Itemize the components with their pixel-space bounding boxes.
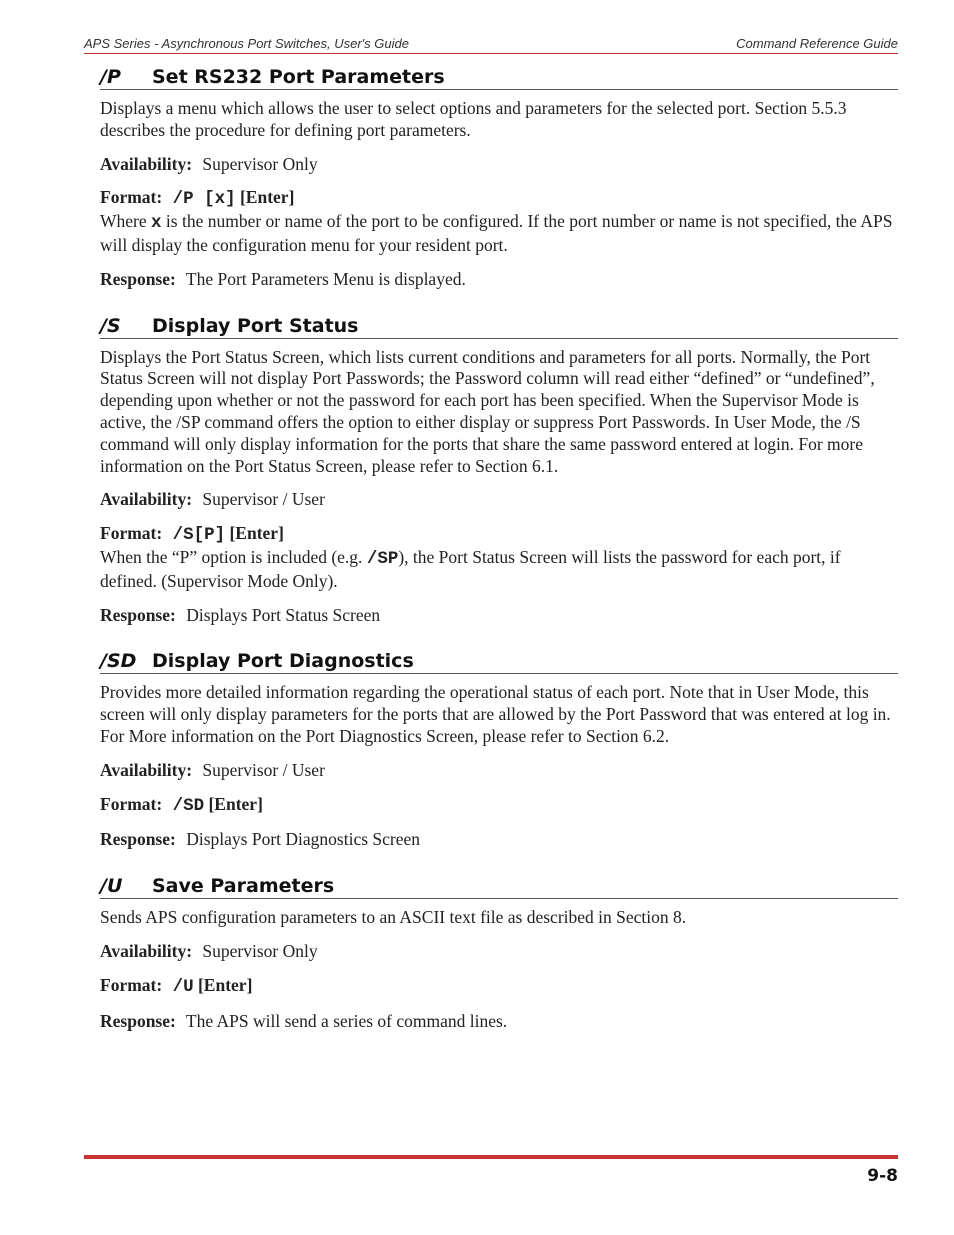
- section-title: Set RS232 Port Parameters: [152, 66, 445, 88]
- format-note-code: x: [151, 213, 162, 234]
- header-section-title: Command Reference Guide: [736, 36, 898, 51]
- response-line: [100, 269, 898, 291]
- response-value: The Port Parameters Menu is displayed.: [185, 268, 466, 289]
- section-heading: [100, 650, 898, 674]
- format-label: Format:: [100, 187, 163, 208]
- format-enter: [Enter]: [229, 523, 284, 544]
- format-note-text: ), the Port Status Screen will lists the password for each port, if defined. (Supervisor Mode Only).: [100, 546, 841, 591]
- availability-line: [100, 154, 898, 176]
- section-heading: [100, 66, 898, 90]
- format-code: /P [x]: [172, 189, 236, 210]
- section-description: Displays the Port Status Screen, which lists current conditions and parameters for all ports. Normally, the Port Status Screen will not display Port Passwords; the Password column will read either “defined” or “undefined”, depending upon whether or not the password for each port has been specified. When the Supervisor Mode is active, the /SP command offers the option to either display or suppress Port Passwords. In User Mode, the /S command will only display information for the ports that share the same password entered at login. For more information on the Port Status Screen, please refer to Section 6.1.: [100, 346, 875, 476]
- response-value: The APS will send a series of command lines.: [185, 1010, 508, 1031]
- footer-rule: [84, 1155, 898, 1159]
- section-description: Sends APS configuration parameters to an ASCII text file as described in Section 8.: [100, 907, 687, 928]
- format-code: /SD: [172, 795, 205, 816]
- response-value: Displays Port Status Screen: [186, 604, 381, 625]
- availability-line: [100, 760, 898, 782]
- format-note-text: When the “P” option is included (e.g.: [100, 546, 367, 567]
- format-code: /S[P]: [172, 525, 226, 546]
- section-u: [100, 875, 898, 1032]
- format-note: [100, 547, 898, 593]
- availability-line: [100, 489, 898, 511]
- format-note-code: /SP: [366, 548, 399, 569]
- format-label: Format:: [100, 974, 163, 995]
- availability-value: Supervisor Only: [202, 940, 318, 961]
- availability-value: Supervisor / User: [202, 489, 325, 510]
- section-title: Display Port Diagnostics: [152, 650, 414, 673]
- header-doc-title: APS Series - Asynchronous Port Switches, User's Guide: [84, 36, 409, 51]
- format-enter: [Enter]: [208, 793, 263, 814]
- response-label: Response:: [100, 604, 176, 625]
- format-note-text: Where: [100, 211, 152, 232]
- availability-label: Availability:: [100, 153, 193, 174]
- section-heading: [100, 315, 898, 339]
- section-p: [100, 66, 898, 291]
- format-label: Format:: [100, 523, 163, 544]
- availability-label: Availability:: [100, 489, 193, 510]
- section-heading: [100, 875, 898, 899]
- response-label: Response:: [100, 268, 176, 289]
- response-label: Response:: [100, 1010, 176, 1031]
- format-enter: [Enter]: [197, 974, 253, 995]
- section-title: Save Parameters: [152, 875, 335, 898]
- format-code: /U: [172, 976, 194, 997]
- page-header: [84, 36, 898, 54]
- section-description: Provides more detailed information regarding the operational status of each port. Note that in User Mode, this screen will only display parameters for the ports that are allowed by the Port Password that was entered at log in. For More information on the Port Diagnostics Screen, please refer to Section 6.2.: [100, 682, 891, 746]
- section-sd: [100, 650, 898, 851]
- response-label: Response:: [100, 829, 176, 850]
- format-line: [100, 187, 898, 211]
- section-title: Display Port Status: [152, 314, 359, 337]
- format-line: [100, 523, 898, 547]
- availability-line: [100, 941, 898, 963]
- format-line: [100, 975, 898, 999]
- section-description: Displays a menu which allows the user to select options and parameters for the selected port. Section 5.5.3 describes the procedure for defining port parameters.: [100, 98, 847, 140]
- format-note: [100, 211, 898, 257]
- response-value: Displays Port Diagnostics Screen: [186, 829, 421, 850]
- command-name: /U: [100, 875, 123, 898]
- response-line: [100, 1011, 898, 1033]
- format-label: Format:: [100, 793, 163, 814]
- availability-value: Supervisor Only: [202, 153, 318, 174]
- availability-label: Availability:: [100, 940, 193, 961]
- section-s: [100, 315, 898, 627]
- response-line: [100, 829, 898, 851]
- format-note-text: is the number or name of the port to be configured. If the port number or name is not specified, the APS will display the configuration menu for your resident port.: [100, 211, 893, 255]
- command-name: /SD: [100, 650, 137, 673]
- format-enter: [Enter]: [239, 187, 295, 208]
- response-line: [100, 605, 898, 627]
- format-line: [100, 794, 898, 818]
- command-name: /S: [100, 314, 121, 337]
- availability-label: Availability:: [100, 759, 193, 780]
- page-number: 9-8: [867, 1166, 898, 1186]
- command-name: /P: [100, 66, 121, 88]
- page-content: [100, 66, 898, 1056]
- availability-value: Supervisor / User: [202, 759, 325, 780]
